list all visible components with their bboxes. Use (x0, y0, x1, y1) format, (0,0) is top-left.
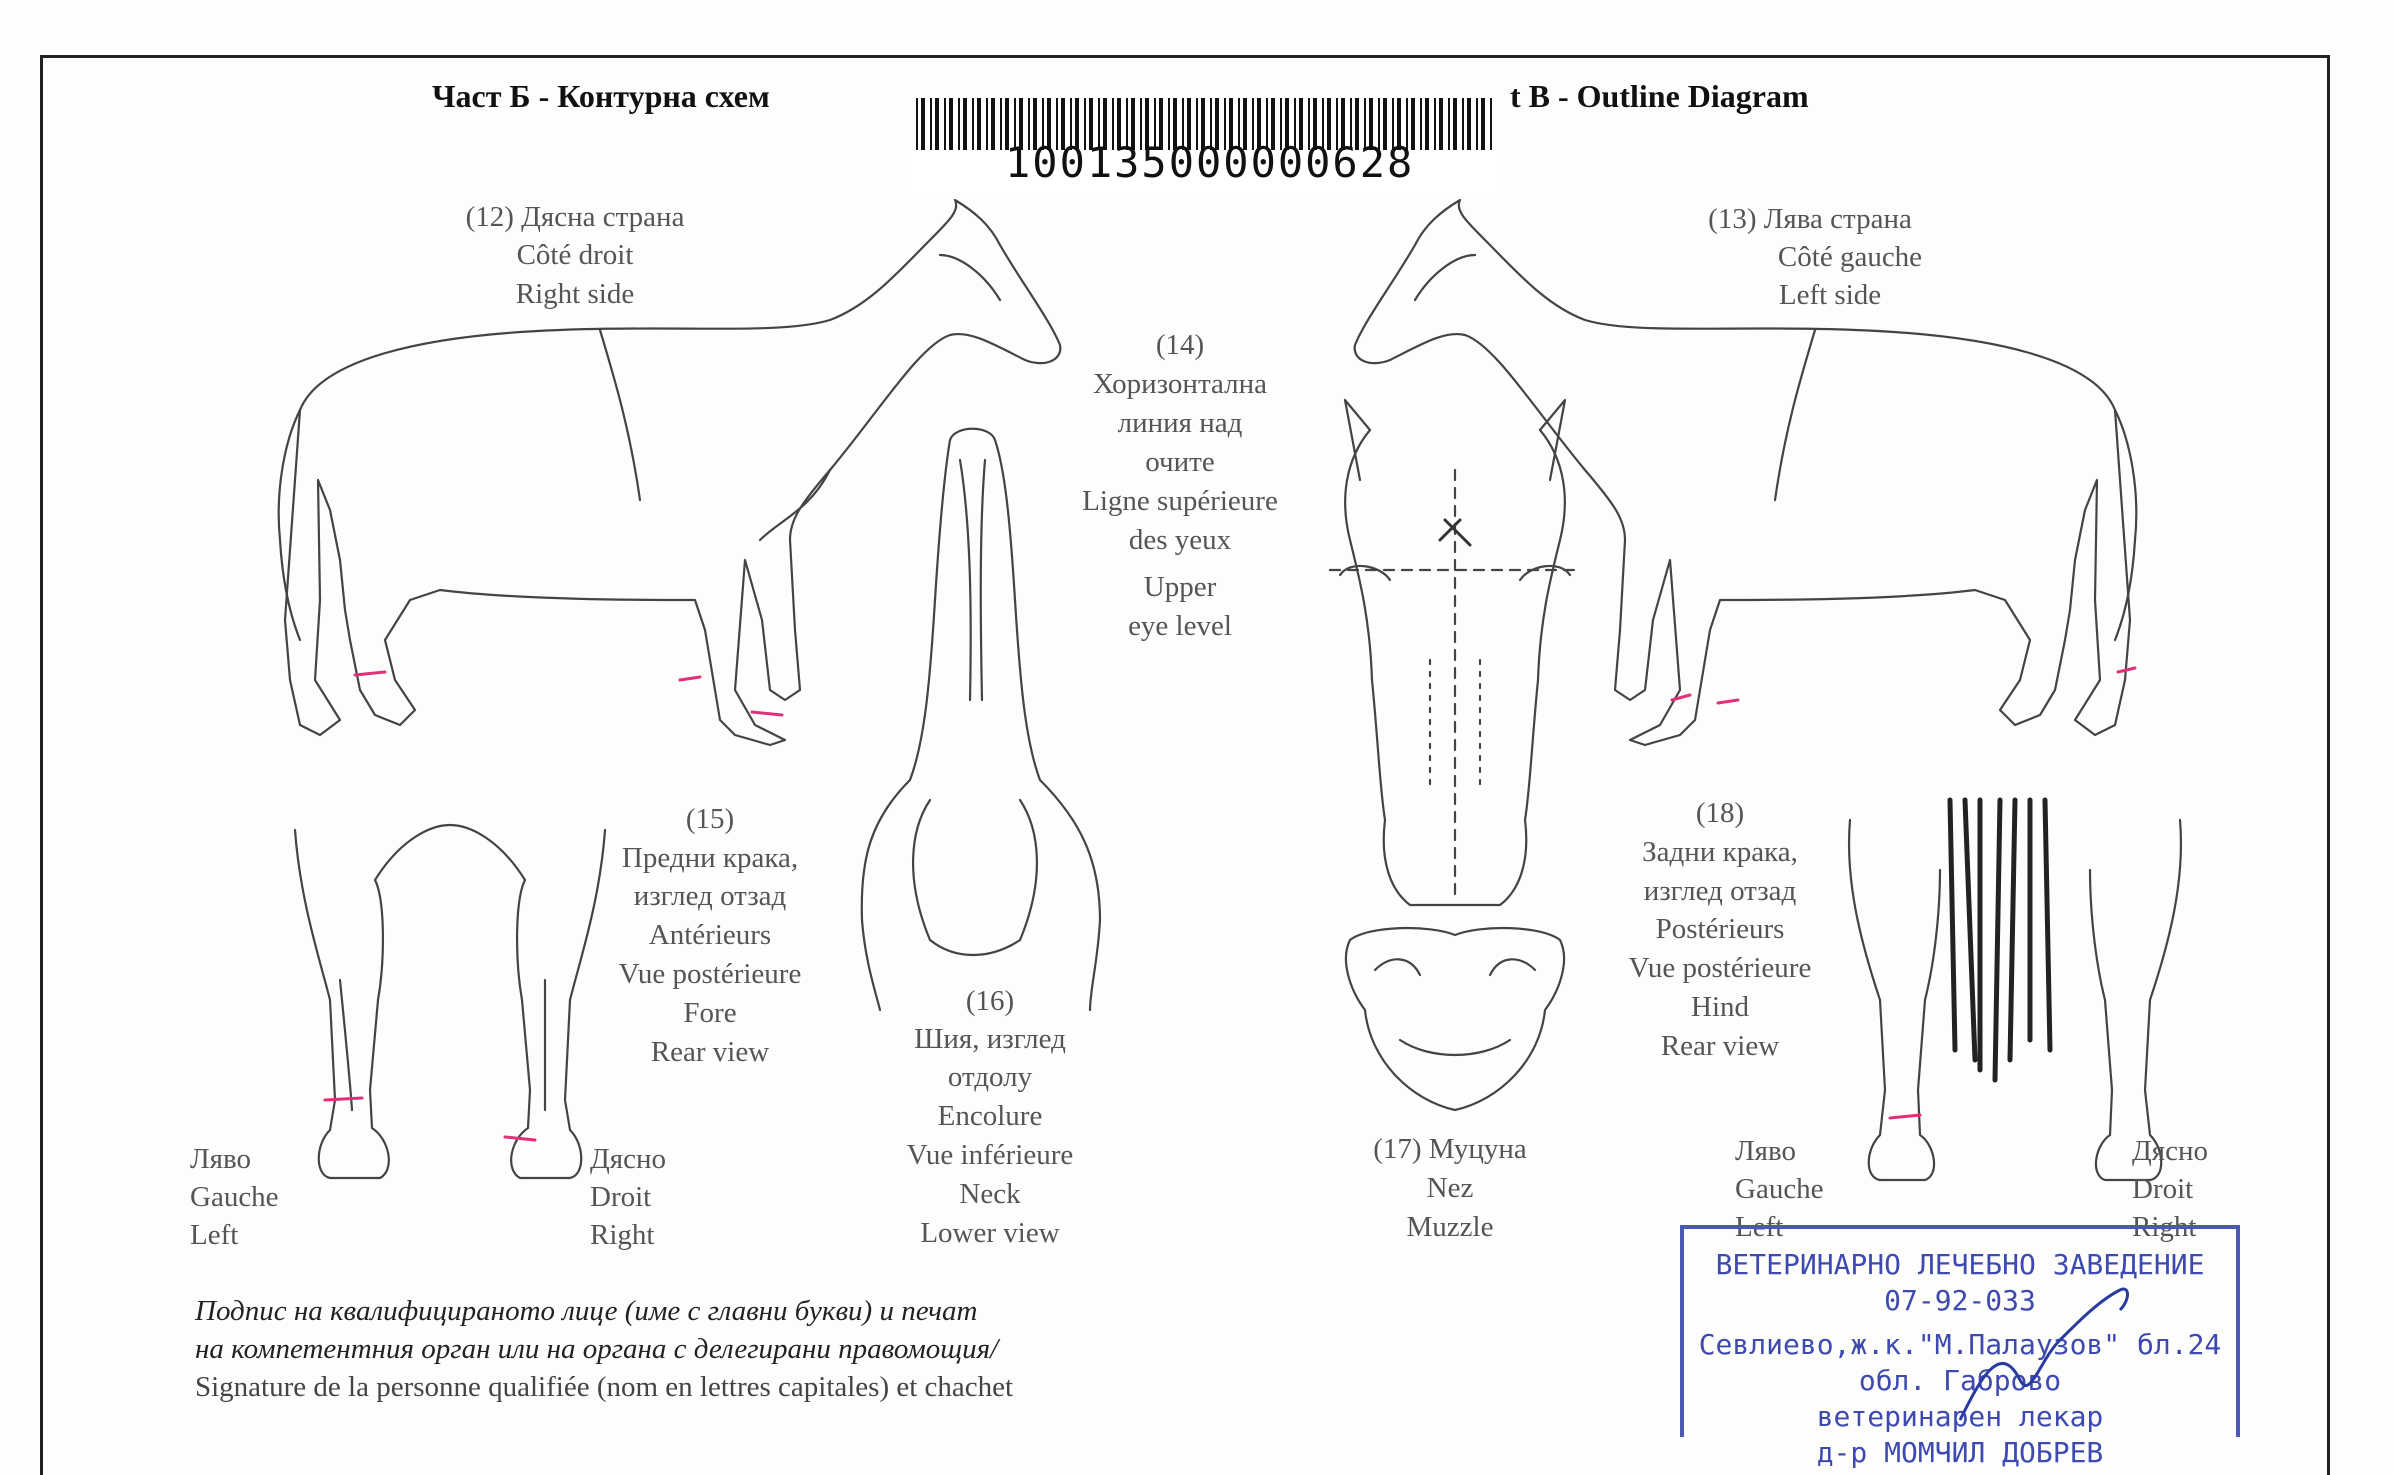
fore-bg2: изглед отзад (633, 880, 787, 912)
fore-left-bg: Ляво (190, 1143, 252, 1175)
stamp-line1: ВЕТЕРИНАРНО ЛЕЧЕБНО ЗАВЕДЕНИЕ (1715, 1248, 2205, 1281)
fore-en1: Fore (683, 997, 737, 1029)
eye-level-fr1: Ligne supérieure (1082, 485, 1278, 517)
neck-fr1: Encolure (937, 1100, 1043, 1132)
stamp-line4: обл. Габрово (1858, 1364, 2062, 1397)
fore-fr2: Vue postérieure (618, 958, 802, 990)
eye-level-bg3: очите (1145, 446, 1215, 478)
eye-level-bg2: линия над (1117, 407, 1243, 439)
hind-right-bg: Дясно (2132, 1135, 2209, 1167)
hind-right-en: Right (2132, 1211, 2197, 1243)
stamp-line6: д-р МОМЧИЛ ДОБРЕВ (1816, 1436, 2104, 1469)
left-side-en: Left side (1778, 279, 1882, 311)
neck-bg2: отдолу (947, 1061, 1033, 1093)
left-side-bg: Лява страна (1763, 203, 1912, 235)
fore-right-bg: Дясно (590, 1143, 667, 1175)
left-side-num: (13) (1708, 203, 1757, 235)
fore-left-fr: Gauche (190, 1181, 279, 1213)
eye-level-bg1: Хоризонтална (1093, 368, 1267, 400)
signature-note-line1: Подпис на квалифицираното лице (име с главни букви) и печат (195, 1295, 978, 1327)
hind-en1: Hind (1691, 991, 1749, 1023)
barcode-number: 100135000000628 (1005, 138, 1415, 187)
hind-fr2: Vue postérieure (1628, 952, 1812, 984)
stamp-line2: 07-92-033 (1884, 1284, 2036, 1317)
eye-level-num: (14) (1155, 329, 1205, 361)
hind-fr1: Postérieurs (1655, 913, 1785, 945)
fore-num: (15) (685, 803, 735, 835)
hind-left-en: Left (1735, 1211, 1784, 1243)
neck-en1: Neck (959, 1178, 1021, 1210)
fore-right-fr: Droit (590, 1181, 652, 1213)
fore-fr1: Antérieurs (648, 919, 772, 951)
left-side-fr: Côté gauche (1777, 241, 1923, 273)
hind-bg1: Задни крака, (1642, 836, 1798, 868)
eye-level-en2: eye level (1128, 610, 1232, 642)
hind-bg2: изглед отзад (1643, 875, 1797, 907)
stamp-line3: Севлиево,ж.к."М.Палаузов" бл.24 (1698, 1328, 2222, 1361)
right-side-fr: Côté droit (516, 239, 634, 271)
neck-bg1: Шия, изглед (914, 1023, 1066, 1055)
muzzle-en: Muzzle (1406, 1211, 1494, 1243)
stamp-line5: ветеринарен лекар (1816, 1400, 2104, 1433)
right-side-en: Right side (515, 278, 635, 310)
fore-en2: Rear view (650, 1036, 770, 1068)
right-side-bg: Дясна страна (521, 201, 685, 233)
fore-right-en: Right (590, 1219, 655, 1251)
hind-left-fr: Gauche (1735, 1173, 1824, 1205)
muzzle-num: (17) Муцуна (1373, 1133, 1527, 1165)
signature-note-line3: Signature de la personne qualifiée (nom en lettres capitales) et chachet (195, 1371, 1014, 1403)
part-b-title-en: t B - Outline Diagram (1510, 78, 1809, 114)
muzzle-fr: Nez (1426, 1172, 1474, 1204)
hind-num: (18) (1695, 797, 1745, 829)
eye-level-fr2: des yeux (1128, 524, 1232, 556)
eye-level-en1: Upper (1143, 571, 1217, 603)
right-side-num: (12) (465, 201, 514, 233)
part-b-title-bg: Част Б - Контурна схем (432, 78, 770, 114)
neck-fr2: Vue inférieure (906, 1139, 1074, 1171)
fore-left-en: Left (190, 1219, 239, 1251)
hind-left-bg: Ляво (1735, 1135, 1797, 1167)
signature-note-line2: на компетентния орган или на органа с делегирани правомощия/ (195, 1333, 999, 1365)
neck-en2: Lower view (920, 1217, 1060, 1249)
neck-num: (16) (965, 985, 1015, 1017)
hind-en2: Rear view (1660, 1030, 1780, 1062)
hind-right-fr: Droit (2132, 1173, 2194, 1205)
fore-bg1: Предни крака, (621, 842, 799, 874)
